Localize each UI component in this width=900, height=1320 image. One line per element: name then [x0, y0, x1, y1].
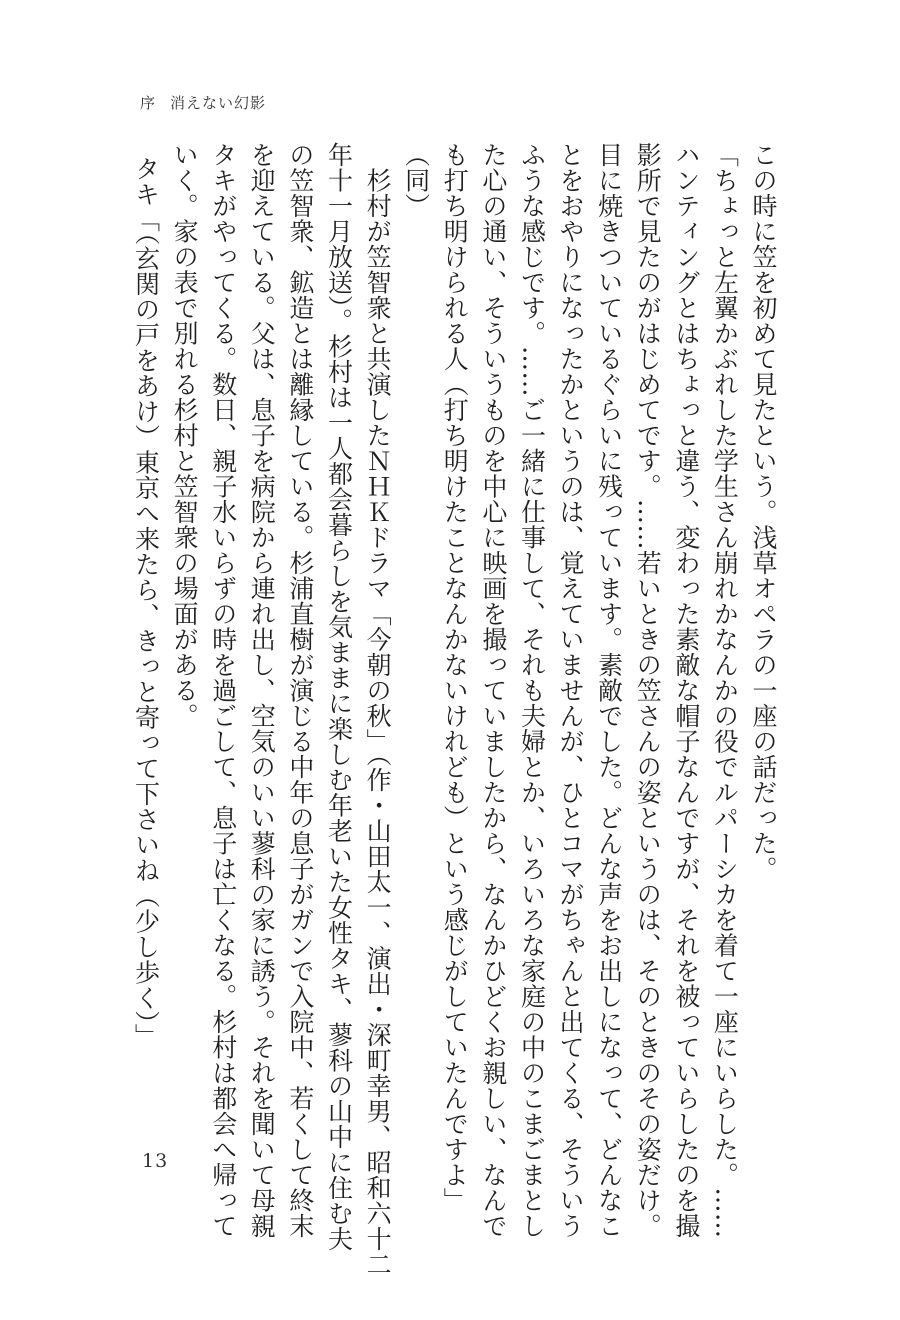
running-header	[140, 92, 266, 113]
body-line: た心の通い、そういうものを中心に映画を撮っていましたから、なんかひどくお親しい、なんで	[478, 142, 508, 1239]
body-line: 年十一月放送）。杉村は一人都会暮らしを気ままに楽しむ年老いた女性タキ、蓼科の山中に住む夫	[324, 142, 354, 1252]
body-line: いく。家の表で別れる杉村と笠智衆の場面がある。	[170, 142, 200, 729]
body-line: 目に焼きついているぐらいに残っています。素敵でした。どんな声をお出しになって、どんなこ	[594, 142, 624, 1239]
chapter-title: 消えない幻影	[170, 94, 267, 112]
body-line: ハンティングとはちょっと違う、変わった素敵な帽子なんですが、それを被っていらしたのを撮	[671, 142, 701, 1239]
dialogue-line	[126, 142, 165, 1142]
body-line: とをおやりになったかというのは、覚えていませんが、ひとコマがちゃんと出てくる、そういう	[556, 142, 586, 1239]
dialogue-speaker: タキ	[131, 156, 161, 207]
body-line: 「ちょっと左翼かぶれした学生さん崩れかなんかの役でルパーシカを着て一座にいらした。……	[710, 142, 740, 1239]
body-line: を迎えている。父は、息子を病院から連れ出し、空気のいい蓼科の家に誘う。それを聞いて母親	[247, 142, 277, 1239]
body-line: ふうな感じです。……ご一緒に仕事して、それも夫婦とか、いろいろな家庭の中のこまごまとし	[517, 142, 547, 1239]
body-line: 杉村が笠智衆と共演したＮＨＫドラマ「今朝の秋」（作・山田太一、演出・深町幸男、昭和六十二	[363, 142, 393, 1277]
dialogue-text: 「（玄関の戸をあけ）東京へ来たら、きっと寄って下さいね（少し歩く）」	[131, 207, 161, 1049]
body-line: タキがやってくる。数日、親子水いらずの時を過ごして、息子は亡くなる。杉村は都会へ帰って	[208, 142, 238, 1239]
body-line: 影所で見たのがはじめてです。……若いときの笠さんの姿というのは、そのときのその姿だけ。	[633, 142, 663, 1239]
chapter-label: 序	[140, 94, 157, 112]
body-line: この時に笠を初めて見たという。浅草オペラの一座の話だった。	[749, 142, 778, 882]
citation-line: （同）	[401, 142, 431, 219]
page-number: 13	[142, 1150, 169, 1172]
body-line: の笠智衆、鉱造とは離縁している。杉浦直樹が演じる中年の息子がガンで入院中、若くして終末	[285, 142, 315, 1239]
body-line: も打ち明けられる人（打ち明けたことなんかないけれども）という感じがしていたんですよ」	[440, 142, 470, 1213]
